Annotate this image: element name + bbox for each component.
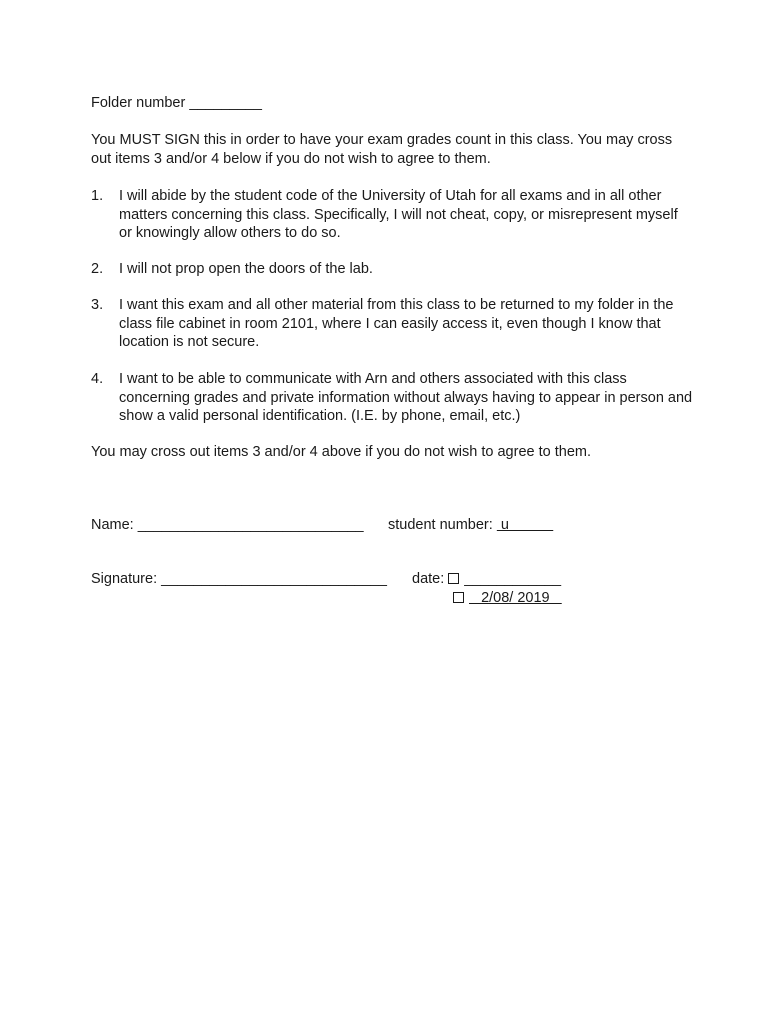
closing-paragraph: You may cross out items 3 and/or 4 above if you do not wish to agree to them. bbox=[91, 444, 591, 460]
item-4-number: 4. bbox=[91, 371, 104, 387]
student-number-value: u bbox=[496, 517, 554, 533]
item-3-number: 3. bbox=[91, 297, 104, 313]
student-number-label: student number: bbox=[388, 517, 497, 533]
item-1-number: 1. bbox=[91, 188, 104, 204]
date-field[interactable] bbox=[412, 570, 561, 588]
name-field[interactable]: Name: ____________________________ bbox=[91, 517, 364, 533]
item-2-text: I will not prop open the doors of the lab. bbox=[119, 261, 373, 277]
student-number-field[interactable] bbox=[388, 516, 553, 534]
item-2-number: 2. bbox=[91, 261, 104, 277]
intro-paragraph: You MUST SIGN this in order to have your exam grades count in this class. You may cross out items 3 and/or 4 below if you do not wish to agree to them. bbox=[91, 132, 673, 167]
checkbox-icon[interactable] bbox=[453, 592, 464, 603]
folder-number-line: Folder number _________ bbox=[91, 95, 262, 111]
checkbox-icon[interactable] bbox=[448, 573, 459, 584]
signature-field[interactable]: Signature: ____________________________ bbox=[91, 571, 387, 587]
item-1-text: I will abide by the student code of the University of Utah for all exams and in all other matters concerning this class. Specifically, I will not cheat, copy, or misrepresent myself or knowingly allow others to do so. bbox=[119, 188, 678, 241]
item-4-text: I want to be able to communicate with Arn and others associated with this class concerning grades and private information without always having to appear in person and show a valid personal identification. (I.E. by phone, email, etc.) bbox=[119, 371, 693, 424]
item-3-text: I want this exam and all other material from this class to be returned to my folder in the class file cabinet in room 2101, where I can easily access it, even though I know that location is not secure. bbox=[119, 297, 674, 350]
date-blank: ____________ bbox=[464, 571, 562, 587]
date-value: 2/08/ 2019 bbox=[469, 590, 562, 606]
date-value-row[interactable] bbox=[453, 589, 562, 607]
date-label: date: bbox=[412, 571, 449, 587]
